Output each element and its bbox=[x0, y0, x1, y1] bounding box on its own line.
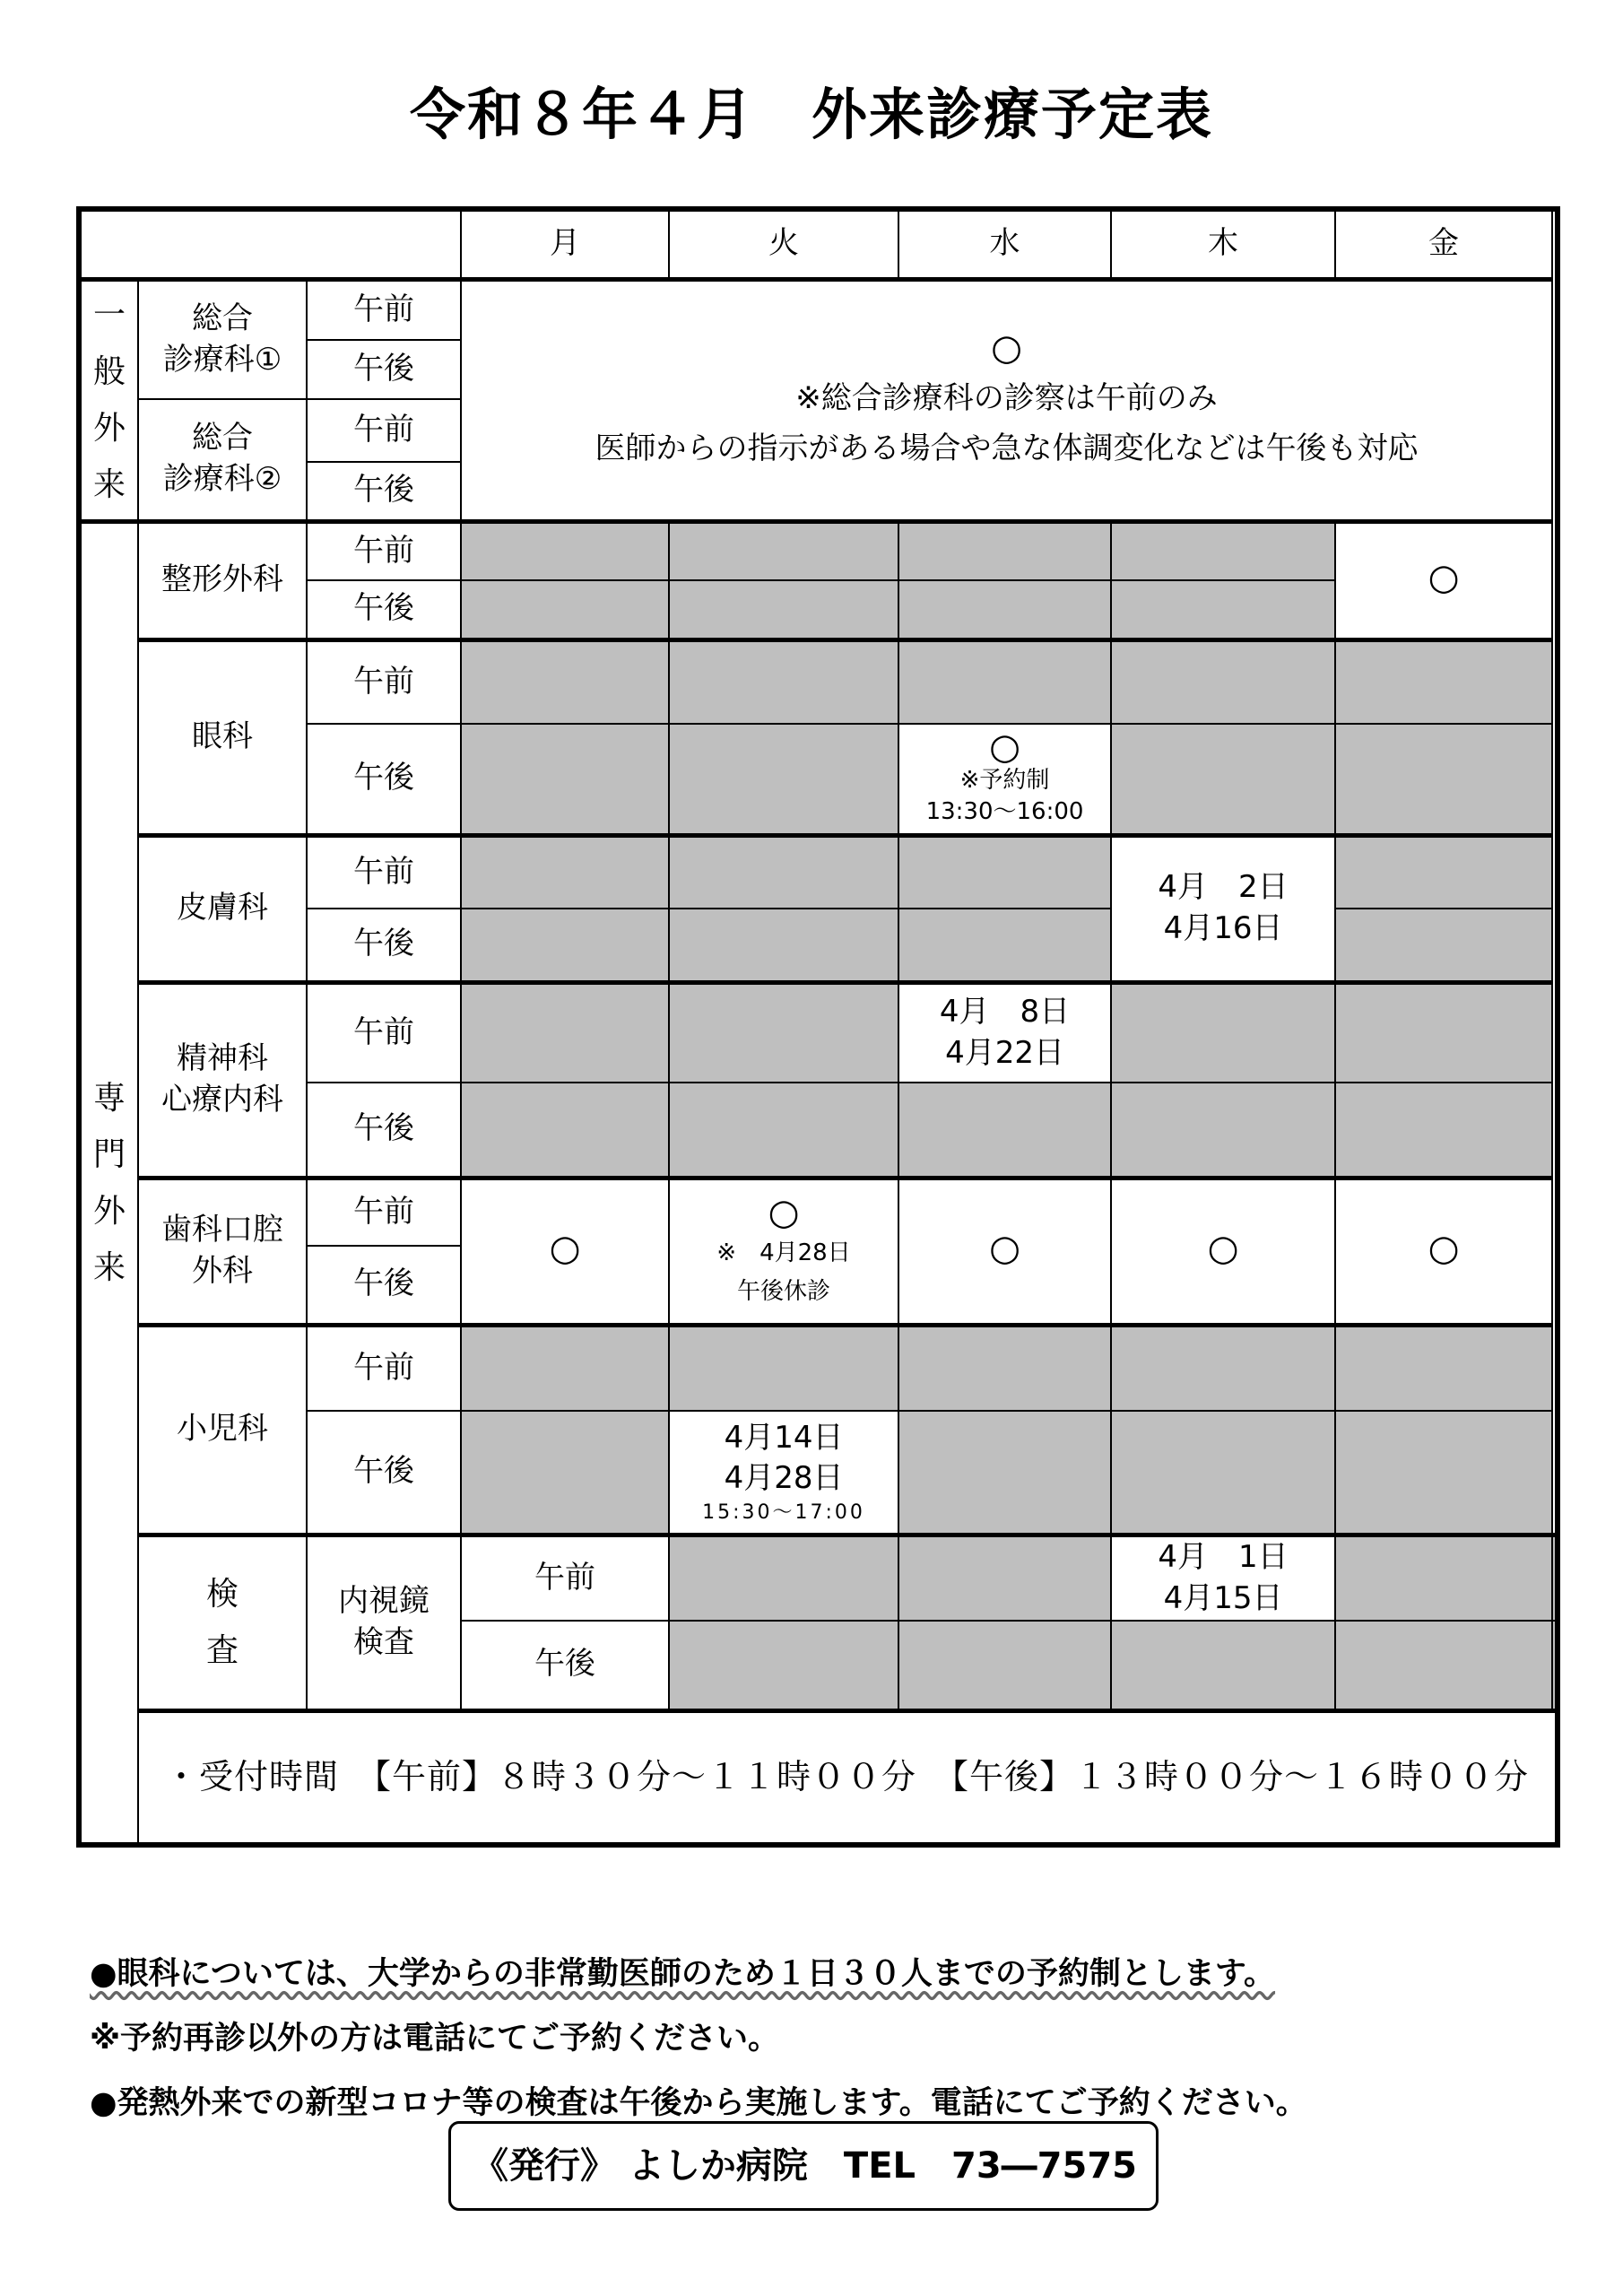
dept-general-1: 総合 診療科① bbox=[138, 279, 307, 399]
orthopedics-fri-cell bbox=[1335, 521, 1552, 639]
group-exam: 検 査 bbox=[138, 1535, 307, 1710]
day-header-fri: 金 bbox=[1335, 209, 1552, 279]
closed-cell bbox=[461, 521, 669, 580]
closed-cell bbox=[1335, 909, 1552, 982]
general-note-1: ※総合診療科の診察は午前のみ bbox=[795, 380, 1218, 417]
closed-cell bbox=[1335, 835, 1552, 909]
available-mark: ○ bbox=[549, 1228, 581, 1270]
closed-cell bbox=[898, 1535, 1111, 1621]
closed-cell bbox=[1335, 639, 1552, 724]
closed-cell bbox=[669, 909, 898, 982]
reservation-note: ※予約制 bbox=[959, 767, 1050, 795]
clinic-date: 4月15日 bbox=[1163, 1579, 1283, 1616]
closure-date: ※ 4月28日 bbox=[716, 1239, 851, 1266]
clinic-date: 4月16日 bbox=[1163, 910, 1283, 946]
reservation-hours: 13:30～16:00 bbox=[925, 798, 1084, 826]
note-fever: ●発熱外来での新型コロナ等の検査は午後から実施します。電話にてご予約ください。 bbox=[90, 2085, 1307, 2121]
clinic-date: 4月14日 bbox=[724, 1419, 844, 1456]
closed-cell bbox=[461, 1411, 669, 1535]
general-note-2: 医師からの指示がある場合や急な体調変化などは午後も対応 bbox=[595, 430, 1419, 466]
closed-cell bbox=[669, 835, 898, 909]
closed-cell bbox=[669, 724, 898, 835]
dept-general-2: 総合 診療科② bbox=[138, 399, 307, 521]
closed-cell bbox=[1335, 1621, 1552, 1710]
closed-cell bbox=[1111, 1083, 1335, 1178]
closed-cell bbox=[461, 835, 669, 909]
dental-tue-cell bbox=[669, 1178, 898, 1325]
time-am: 午前 bbox=[307, 639, 461, 724]
closed-cell bbox=[898, 1621, 1111, 1710]
closed-cell bbox=[1335, 1083, 1552, 1178]
closed-cell bbox=[1335, 1411, 1552, 1535]
header-row bbox=[79, 209, 1558, 279]
group-specialty: 専 門 外 来 bbox=[79, 521, 138, 1845]
closed-cell bbox=[1335, 1325, 1552, 1411]
group-general: 一 般 外 来 bbox=[79, 279, 138, 521]
dept-psychiatry: 精神科 心療内科 bbox=[138, 982, 307, 1178]
dental-thu-cell bbox=[1111, 1178, 1335, 1325]
closed-cell bbox=[1335, 1535, 1552, 1621]
dept-ophthalmology: 眼科 bbox=[138, 639, 307, 835]
note-ophthalmology: ●眼科については、大学からの非常勤医師のため１日３０人までの予約制とします。 bbox=[90, 1956, 1276, 1992]
closed-cell bbox=[669, 521, 898, 580]
day-header-tue: 火 bbox=[669, 209, 898, 279]
time-pm: 午後 bbox=[307, 580, 461, 639]
reception-hours: ・受付時間 【午前】８時３０分～１１時００分 【午後】１３時００分～１６時００分 bbox=[138, 1710, 1558, 1845]
available-mark: ○ bbox=[1428, 1228, 1460, 1270]
time-pm: 午後 bbox=[307, 340, 461, 399]
closed-cell bbox=[1111, 639, 1335, 724]
time-am: 午前 bbox=[307, 279, 461, 340]
closed-cell bbox=[669, 1325, 898, 1411]
time-am: 午前 bbox=[307, 1178, 461, 1246]
issuer-box: 《発行》 よしか病院 TEL 73―7575 bbox=[448, 2121, 1159, 2211]
available-mark: ○ bbox=[991, 327, 1022, 370]
closed-cell bbox=[1552, 1535, 1558, 1621]
ophthalmology-wed-pm-cell bbox=[898, 724, 1111, 835]
clinic-hours: 15:30～17:00 bbox=[702, 1501, 865, 1525]
header-corner bbox=[79, 209, 461, 279]
time-am: 午前 bbox=[307, 1325, 461, 1411]
closed-cell bbox=[669, 1621, 898, 1710]
closed-cell bbox=[1111, 1621, 1335, 1710]
closure-note: 午後休診 bbox=[737, 1278, 831, 1305]
closed-cell bbox=[1335, 982, 1552, 1083]
time-am: 午前 bbox=[307, 521, 461, 580]
closed-cell bbox=[898, 1083, 1111, 1178]
closed-cell bbox=[898, 1411, 1111, 1535]
clinic-date: 4月 1日 bbox=[1158, 1538, 1289, 1575]
dept-orthopedics: 整形外科 bbox=[138, 521, 307, 639]
closed-cell bbox=[898, 835, 1111, 909]
dept-pediatrics: 小児科 bbox=[138, 1325, 307, 1535]
closed-cell bbox=[898, 1325, 1111, 1411]
available-mark: ○ bbox=[989, 726, 1020, 769]
page-title: 令和８年４月 外来診療予定表 bbox=[409, 82, 1213, 147]
time-pm: 午後 bbox=[307, 1083, 461, 1178]
time-pm: 午後 bbox=[307, 462, 461, 521]
pediatrics-tue-pm-cell bbox=[669, 1411, 898, 1535]
time-pm: 午後 bbox=[307, 1246, 461, 1325]
endoscopy-wed-am-cell bbox=[1111, 1535, 1335, 1621]
time-pm: 午後 bbox=[307, 909, 461, 982]
clinic-date: 4月28日 bbox=[724, 1460, 844, 1497]
general-note-cell bbox=[461, 279, 1552, 521]
closed-cell bbox=[461, 1325, 669, 1411]
available-mark: ○ bbox=[1207, 1228, 1239, 1270]
dental-wed-cell bbox=[898, 1178, 1111, 1325]
dental-fri-cell bbox=[1335, 1178, 1552, 1325]
closed-cell bbox=[1111, 580, 1335, 639]
dermatology-thu-cell bbox=[1111, 835, 1335, 982]
closed-cell bbox=[461, 909, 669, 982]
closed-cell bbox=[898, 521, 1111, 580]
psychiatry-wed-am-cell bbox=[898, 982, 1111, 1083]
closed-cell bbox=[461, 580, 669, 639]
closed-cell bbox=[669, 982, 898, 1083]
time-am: 午前 bbox=[307, 835, 461, 909]
closed-cell bbox=[1552, 1621, 1558, 1710]
closed-cell bbox=[461, 1083, 669, 1178]
closed-cell bbox=[461, 982, 669, 1083]
day-header-mon: 月 bbox=[461, 209, 669, 279]
closed-cell bbox=[669, 1535, 898, 1621]
time-pm: 午後 bbox=[307, 724, 461, 835]
closed-cell bbox=[669, 580, 898, 639]
closed-cell bbox=[1111, 1411, 1335, 1535]
available-mark: ○ bbox=[768, 1191, 800, 1233]
notes bbox=[90, 1942, 1307, 2135]
available-mark: ○ bbox=[989, 1228, 1020, 1270]
available-mark: ○ bbox=[1428, 557, 1460, 599]
dept-endoscopy: 内視鏡 検査 bbox=[307, 1535, 461, 1710]
time-am: 午前 bbox=[307, 399, 461, 462]
closed-cell bbox=[1111, 521, 1335, 580]
closed-cell bbox=[898, 909, 1111, 982]
note-reservation: ※予約再診以外の方は電話にてご予約ください。 bbox=[90, 2021, 780, 2057]
dental-mon-cell bbox=[461, 1178, 669, 1325]
time-pm: 午後 bbox=[307, 1411, 461, 1535]
closed-cell bbox=[669, 639, 898, 724]
closed-cell bbox=[461, 724, 669, 835]
closed-cell bbox=[1111, 982, 1335, 1083]
closed-cell bbox=[1111, 1325, 1335, 1411]
time-am: 午前 bbox=[307, 982, 461, 1083]
day-header-wed: 水 bbox=[898, 209, 1111, 279]
dept-dental: 歯科口腔 外科 bbox=[138, 1178, 307, 1325]
clinic-date: 4月 2日 bbox=[1158, 869, 1289, 906]
day-header-thu: 木 bbox=[1111, 209, 1335, 279]
time-pm: 午後 bbox=[461, 1621, 669, 1710]
clinic-date: 4月 8日 bbox=[939, 993, 1071, 1030]
closed-cell bbox=[898, 639, 1111, 724]
closed-cell bbox=[898, 580, 1111, 639]
closed-cell bbox=[461, 639, 669, 724]
closed-cell bbox=[669, 1083, 898, 1178]
schedule-table bbox=[76, 206, 1560, 1848]
closed-cell bbox=[1335, 724, 1552, 835]
closed-cell bbox=[1111, 724, 1335, 835]
clinic-date: 4月22日 bbox=[945, 1034, 1064, 1071]
time-am: 午前 bbox=[461, 1535, 669, 1621]
dept-dermatology: 皮膚科 bbox=[138, 835, 307, 982]
